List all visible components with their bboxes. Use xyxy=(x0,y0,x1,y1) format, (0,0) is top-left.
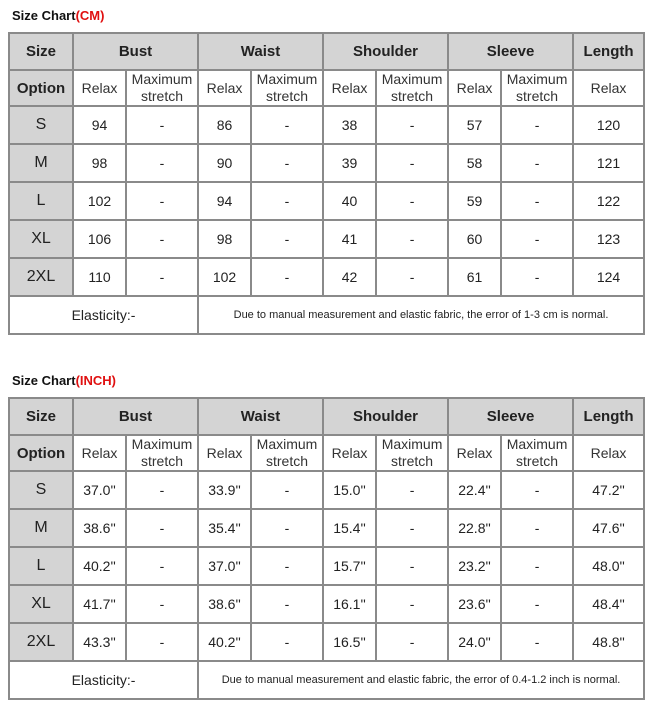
value-cell: - xyxy=(251,547,323,585)
group-header: Waist xyxy=(198,33,323,70)
elasticity-row xyxy=(9,661,644,699)
size-chart-unit: (CM) xyxy=(75,8,105,23)
value-cell: - xyxy=(501,585,573,623)
value-cell: 98 xyxy=(198,220,251,258)
size-cell: 2XL xyxy=(9,623,73,661)
value-cell: 102 xyxy=(198,258,251,296)
relax-subheader: Relax xyxy=(573,70,644,106)
group-header: Sleeve xyxy=(448,33,573,70)
size-chart-title xyxy=(12,8,104,23)
value-cell: 94 xyxy=(73,106,126,144)
value-cell: - xyxy=(251,258,323,296)
table-row xyxy=(9,144,644,182)
group-header: Sleeve xyxy=(448,398,573,435)
value-cell: 40 xyxy=(323,182,376,220)
value-cell: - xyxy=(251,509,323,547)
value-cell: 58 xyxy=(448,144,501,182)
value-cell: 16.1'' xyxy=(323,585,376,623)
value-cell: 48.4'' xyxy=(573,585,644,623)
value-cell: - xyxy=(251,220,323,258)
option-header: Option xyxy=(9,70,73,106)
relax-subheader: Relax xyxy=(323,70,376,106)
value-cell: 40.2'' xyxy=(73,547,126,585)
value-cell: - xyxy=(376,144,448,182)
relax-subheader: Relax xyxy=(198,70,251,106)
value-cell: - xyxy=(126,182,198,220)
value-cell: 123 xyxy=(573,220,644,258)
value-cell: 102 xyxy=(73,182,126,220)
group-header: Shoulder xyxy=(323,398,448,435)
value-cell: 37.0'' xyxy=(198,547,251,585)
value-cell: - xyxy=(501,623,573,661)
value-cell: 124 xyxy=(573,258,644,296)
size-header: Size xyxy=(9,33,73,70)
value-cell: - xyxy=(501,258,573,296)
relax-subheader: Relax xyxy=(73,435,126,471)
table-row xyxy=(9,258,644,296)
relax-subheader: Relax xyxy=(448,435,501,471)
subheader-row xyxy=(9,70,644,106)
value-cell: - xyxy=(376,547,448,585)
value-cell: 42 xyxy=(323,258,376,296)
value-cell: - xyxy=(126,509,198,547)
group-header: Length xyxy=(573,398,644,435)
relax-subheader: Relax xyxy=(448,70,501,106)
value-cell: 23.6'' xyxy=(448,585,501,623)
value-cell: 43.3'' xyxy=(73,623,126,661)
header-row xyxy=(9,398,644,435)
value-cell: 47.6'' xyxy=(573,509,644,547)
value-cell: 48.0'' xyxy=(573,547,644,585)
value-cell: 110 xyxy=(73,258,126,296)
value-cell: - xyxy=(376,509,448,547)
size-cell: M xyxy=(9,509,73,547)
value-cell: - xyxy=(501,220,573,258)
table-row xyxy=(9,623,644,661)
value-cell: 60 xyxy=(448,220,501,258)
group-header: Length xyxy=(573,33,644,70)
value-cell: - xyxy=(501,144,573,182)
header-row xyxy=(9,33,644,70)
value-cell: - xyxy=(251,182,323,220)
value-cell: - xyxy=(376,220,448,258)
value-cell: 39 xyxy=(323,144,376,182)
value-cell: - xyxy=(126,258,198,296)
group-header: Waist xyxy=(198,398,323,435)
value-cell: - xyxy=(376,585,448,623)
measurement-note: Due to manual measurement and elastic fabric, the error of 1-3 cm is normal. xyxy=(198,296,644,334)
max-stretch-subheader: Maximum stretch xyxy=(251,70,323,106)
value-cell: - xyxy=(126,547,198,585)
value-cell: 121 xyxy=(573,144,644,182)
value-cell: 37.0'' xyxy=(73,471,126,509)
max-stretch-subheader: Maximum stretch xyxy=(501,70,573,106)
value-cell: - xyxy=(376,471,448,509)
value-cell: - xyxy=(251,471,323,509)
value-cell: 22.4'' xyxy=(448,471,501,509)
value-cell: 94 xyxy=(198,182,251,220)
max-stretch-subheader: Maximum stretch xyxy=(376,435,448,471)
value-cell: 98 xyxy=(73,144,126,182)
measurement-note: Due to manual measurement and elastic fabric, the error of 0.4-1.2 inch is normal. xyxy=(198,661,644,699)
value-cell: 90 xyxy=(198,144,251,182)
value-cell: 48.8'' xyxy=(573,623,644,661)
option-header: Option xyxy=(9,435,73,471)
size-cell: M xyxy=(9,144,73,182)
value-cell: 120 xyxy=(573,106,644,144)
size-cell: L xyxy=(9,547,73,585)
elasticity-label: Elasticity:- xyxy=(9,661,198,699)
group-header: Shoulder xyxy=(323,33,448,70)
value-cell: - xyxy=(376,258,448,296)
max-stretch-subheader: Maximum stretch xyxy=(501,435,573,471)
value-cell: - xyxy=(251,144,323,182)
value-cell: 41.7'' xyxy=(73,585,126,623)
size-chart-table xyxy=(8,32,645,335)
value-cell: 86 xyxy=(198,106,251,144)
size-cell: 2XL xyxy=(9,258,73,296)
size-cell: XL xyxy=(9,585,73,623)
value-cell: - xyxy=(126,144,198,182)
value-cell: 40.2'' xyxy=(198,623,251,661)
value-cell: - xyxy=(376,106,448,144)
size-chart-title xyxy=(12,373,116,388)
value-cell: - xyxy=(501,547,573,585)
size-chart-title-text: Size Chart xyxy=(12,373,76,388)
size-cell: XL xyxy=(9,220,73,258)
size-header: Size xyxy=(9,398,73,435)
max-stretch-subheader: Maximum stretch xyxy=(126,435,198,471)
table-row xyxy=(9,471,644,509)
table-row xyxy=(9,182,644,220)
value-cell: 38.6'' xyxy=(73,509,126,547)
value-cell: 122 xyxy=(573,182,644,220)
table-row xyxy=(9,585,644,623)
value-cell: - xyxy=(126,585,198,623)
value-cell: 15.4'' xyxy=(323,509,376,547)
value-cell: - xyxy=(501,471,573,509)
value-cell: 33.9'' xyxy=(198,471,251,509)
value-cell: - xyxy=(501,509,573,547)
table-row xyxy=(9,220,644,258)
value-cell: 15.7'' xyxy=(323,547,376,585)
max-stretch-subheader: Maximum stretch xyxy=(251,435,323,471)
value-cell: 61 xyxy=(448,258,501,296)
value-cell: 41 xyxy=(323,220,376,258)
group-header: Bust xyxy=(73,33,198,70)
value-cell: 59 xyxy=(448,182,501,220)
group-header: Bust xyxy=(73,398,198,435)
relax-subheader: Relax xyxy=(573,435,644,471)
value-cell: - xyxy=(126,220,198,258)
relax-subheader: Relax xyxy=(198,435,251,471)
relax-subheader: Relax xyxy=(323,435,376,471)
value-cell: 15.0'' xyxy=(323,471,376,509)
elasticity-row xyxy=(9,296,644,334)
value-cell: 23.2'' xyxy=(448,547,501,585)
value-cell: 16.5'' xyxy=(323,623,376,661)
value-cell: 106 xyxy=(73,220,126,258)
subheader-row xyxy=(9,435,644,471)
value-cell: 38.6'' xyxy=(198,585,251,623)
value-cell: - xyxy=(251,623,323,661)
value-cell: 47.2'' xyxy=(573,471,644,509)
value-cell: - xyxy=(126,623,198,661)
value-cell: - xyxy=(126,106,198,144)
size-chart-table xyxy=(8,397,645,700)
value-cell: - xyxy=(251,585,323,623)
value-cell: 24.0'' xyxy=(448,623,501,661)
table-row xyxy=(9,106,644,144)
max-stretch-subheader: Maximum stretch xyxy=(376,70,448,106)
size-cell: S xyxy=(9,471,73,509)
table-row xyxy=(9,509,644,547)
relax-subheader: Relax xyxy=(73,70,126,106)
size-cell: L xyxy=(9,182,73,220)
value-cell: - xyxy=(501,106,573,144)
table-row xyxy=(9,547,644,585)
value-cell: - xyxy=(376,623,448,661)
size-cell: S xyxy=(9,106,73,144)
value-cell: - xyxy=(501,182,573,220)
value-cell: 22.8'' xyxy=(448,509,501,547)
size-chart-unit: (INCH) xyxy=(75,373,117,388)
value-cell: - xyxy=(126,471,198,509)
elasticity-label: Elasticity:- xyxy=(9,296,198,334)
size-chart-title-text: Size Chart xyxy=(12,8,76,23)
value-cell: 35.4'' xyxy=(198,509,251,547)
value-cell: 38 xyxy=(323,106,376,144)
max-stretch-subheader: Maximum stretch xyxy=(126,70,198,106)
value-cell: - xyxy=(251,106,323,144)
value-cell: 57 xyxy=(448,106,501,144)
value-cell: - xyxy=(376,182,448,220)
